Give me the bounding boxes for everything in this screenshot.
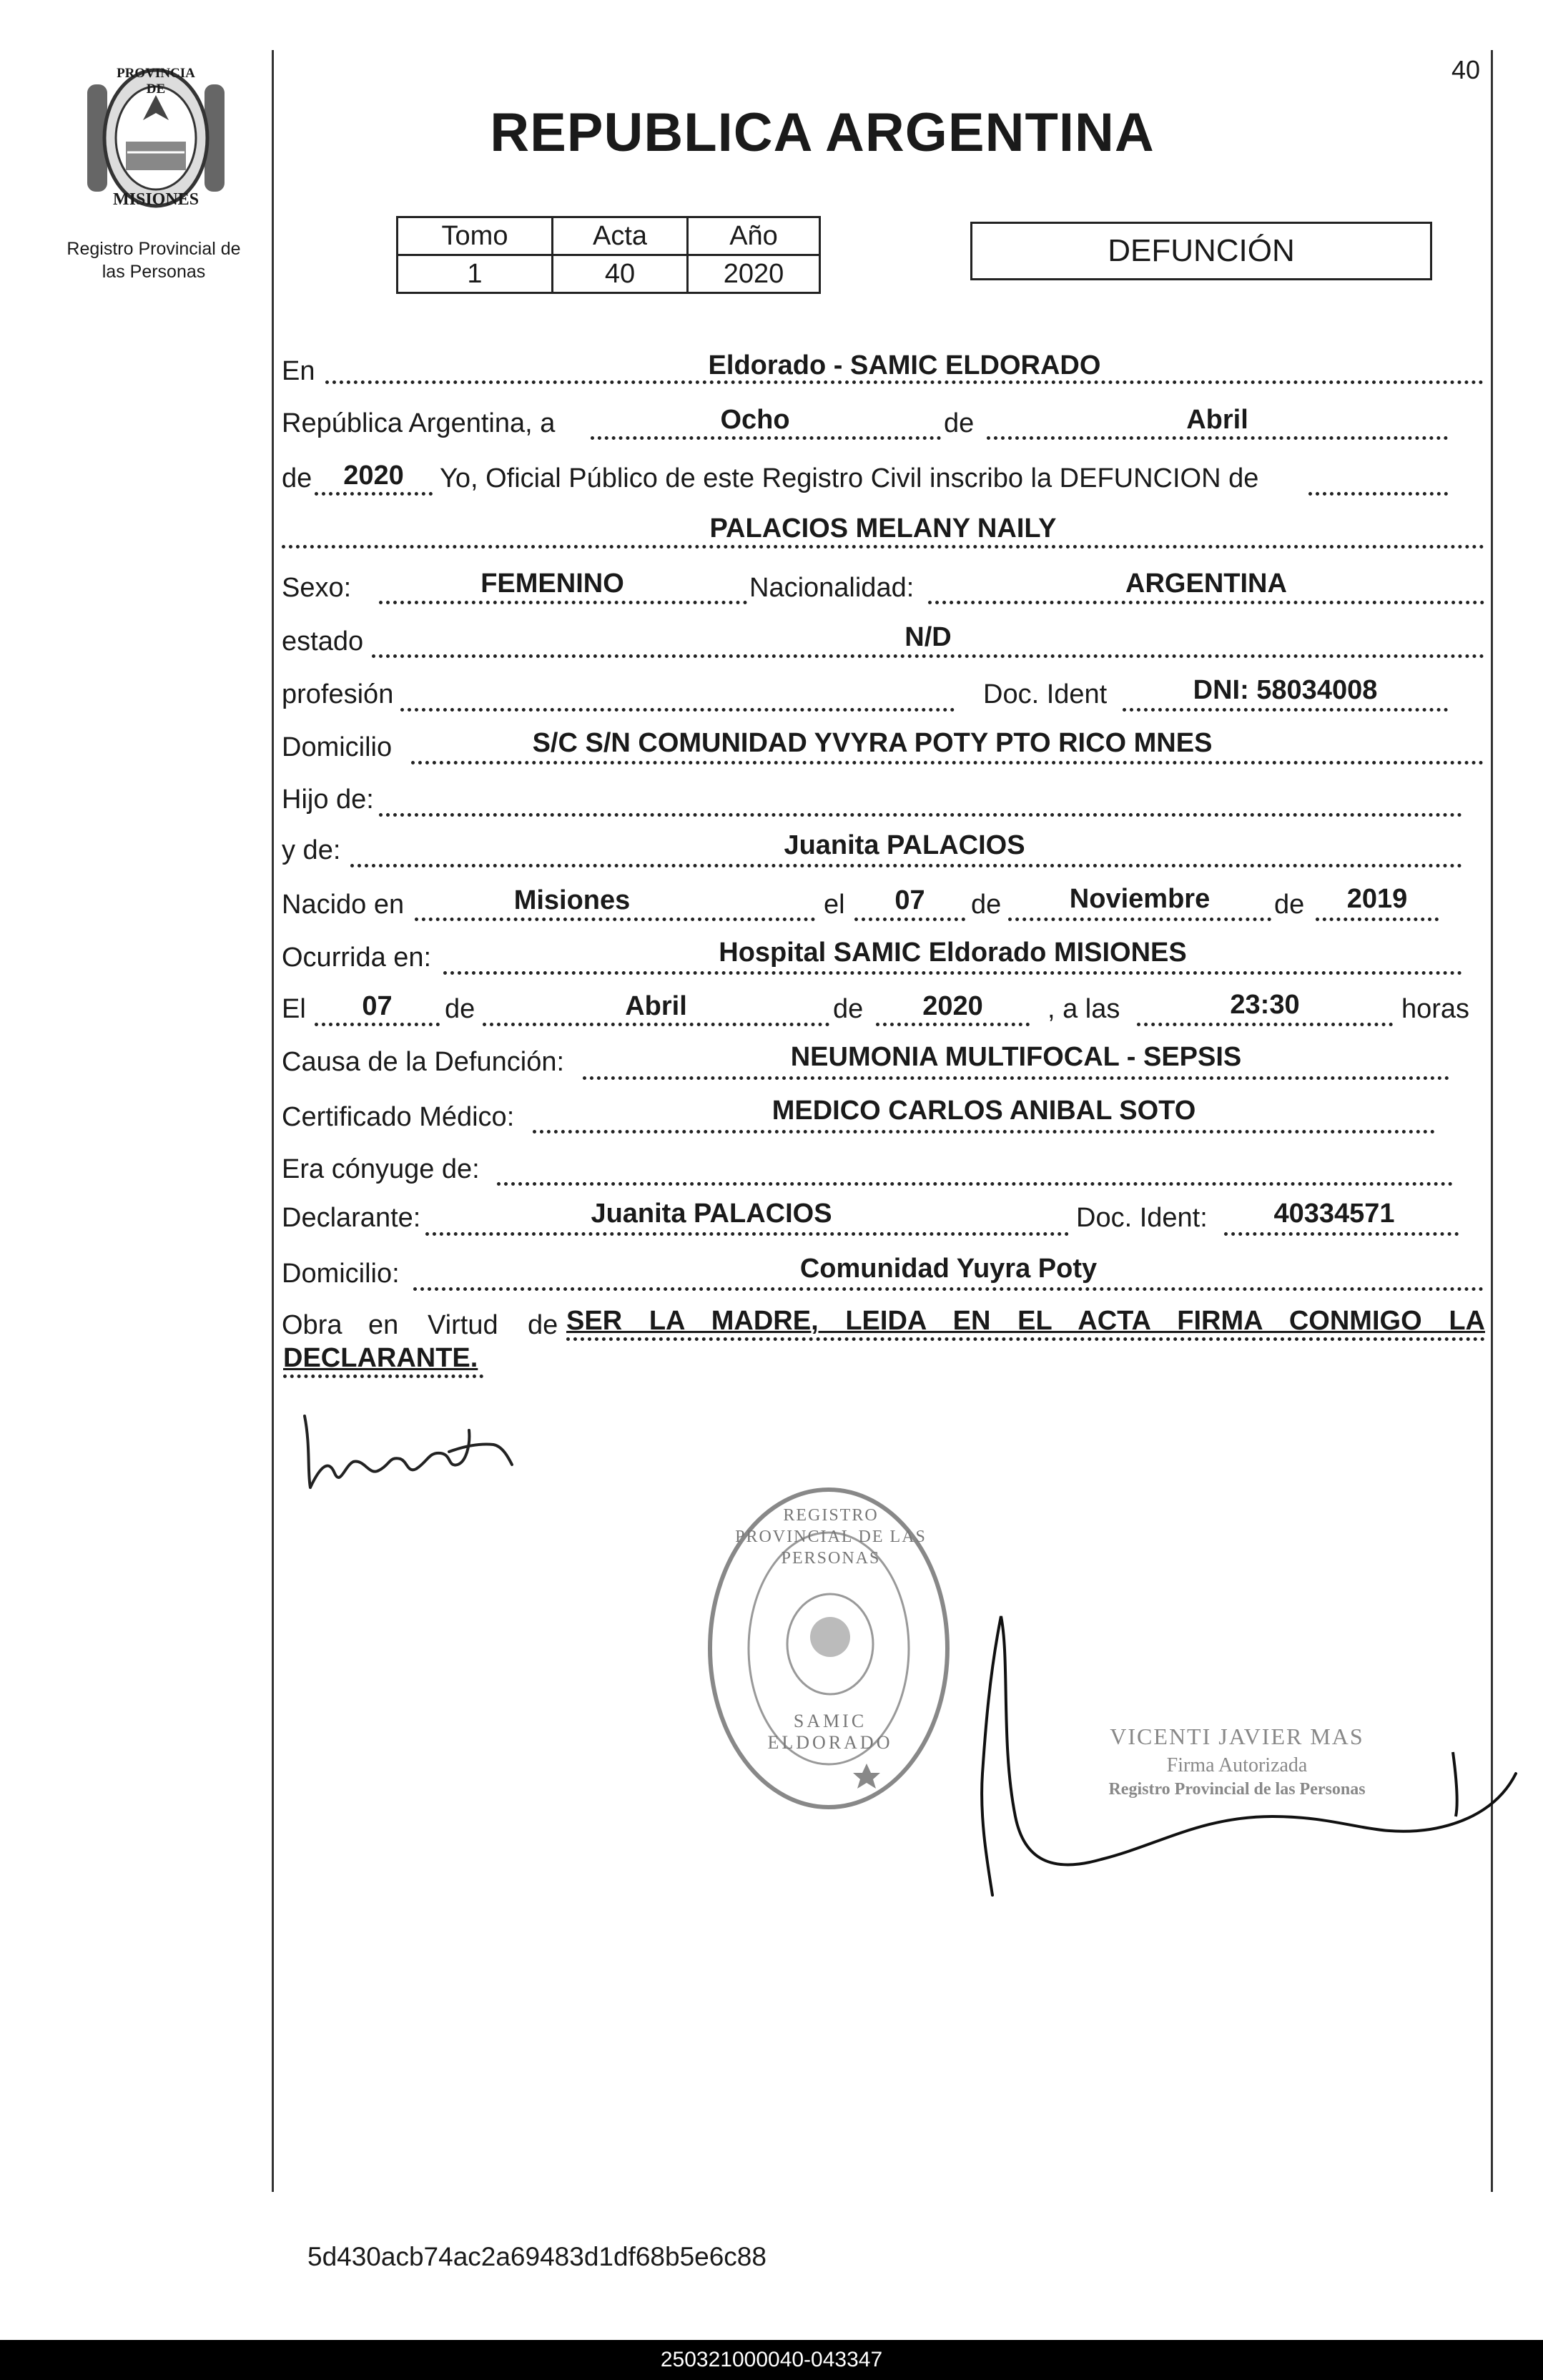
dots-declarante [425,1232,1069,1236]
value-domicilio: S/C S/N COMUNIDAD YVYRA POTY PTO RICO MNES [532,728,1213,758]
value-def-dia: 07 [362,991,393,1021]
dots-domicilio [411,761,1484,764]
page-number: 40 [1451,55,1481,84]
label-profesion: profesión [282,679,394,709]
label-el-cap: El [282,994,306,1024]
registry-stamp [705,1483,952,1814]
dots-def-hora [1137,1023,1393,1026]
dots-nacido-en [415,918,815,921]
label-domicilio-declarante: Domicilio: [282,1259,400,1289]
dots-certificado [533,1130,1435,1134]
label-causa: Causa de la Defunción: [282,1047,565,1077]
logo-caption-line1: Registro Provincial de [66,239,241,259]
stamp-inner-text: SAMIC ELDORADO [767,1711,893,1753]
dots-def-anio [876,1023,1030,1026]
dots-ocurrida-en [443,971,1462,975]
value-def-anio: 2020 [922,991,983,1021]
dots-nacionalidad [928,601,1484,604]
dots-obra-line2 [283,1375,483,1378]
dots-declarante-doc [1224,1232,1459,1236]
dots-nac-dia [854,918,965,921]
label-de-4: de [1274,890,1305,920]
dots-obra-line1 [566,1337,1485,1341]
value-declarante-domicilio: Comunidad Yuyra Poty [799,1254,1098,1284]
label-nacionalidad: Nacionalidad: [749,573,915,603]
label-ocurrida-en: Ocurrida en: [282,943,432,973]
label-obra-de: de [528,1310,558,1340]
dots-hijo-de [379,813,1462,817]
value-estado: N/D [904,622,952,652]
logo-seal-top-text: PROVINCIA DE [117,66,195,97]
value-y-de: Juanita PALACIOS [784,830,1025,860]
label-y-de: y de: [282,835,341,865]
label-de-6: de [833,994,864,1024]
label-doc-ident-declarante: Doc. Ident: [1076,1203,1208,1233]
value-def-hora: 23:30 [1230,990,1300,1020]
value-declarante-doc: 40334571 [1273,1199,1395,1229]
value-declarante: Juanita PALACIOS [591,1199,832,1229]
left-margin-line [272,50,274,2192]
label-nacido-en: Nacido en [282,890,405,920]
value-dni: DNI: 58034008 [1193,675,1378,705]
label-obra: Obra [282,1310,342,1340]
dots-def-mes [483,1023,829,1026]
dots-defuncion-de [1308,492,1448,496]
doc-type-box: DEFUNCIÓN [970,222,1432,280]
value-anio: 2020 [343,461,404,491]
table-header-anio: Año [688,217,820,255]
value-certificado: MEDICO CARLOS ANIBAL SOTO [772,1096,1196,1126]
label-en: En [282,356,315,386]
label-a-las: , a las [1047,994,1120,1024]
dots-mes [987,436,1448,440]
value-obra-line1: SER LA MADRE, LEIDA EN EL ACTA FIRMA CONMIGO LA [566,1306,1485,1336]
label-de-1: de [944,408,975,438]
dots-sexo [379,601,747,604]
value-sexo: FEMENINO [480,569,624,599]
label-hijo-de: Hijo de: [282,785,374,815]
dots-declarante-domicilio [413,1287,1484,1291]
label-certificado: Certificado Médico: [282,1102,515,1132]
value-obra-line2: DECLARANTE. [283,1343,478,1373]
footer-code: 250321000040-043347 [660,2348,883,2371]
label-obra-en: en [368,1310,399,1340]
dots-nac-anio [1316,918,1439,921]
value-nac-mes: Noviembre [1069,884,1211,914]
dots-causa [583,1076,1449,1080]
table-value-acta: 40 [553,255,688,293]
value-causa: NEUMONIA MULTIFOCAL - SEPSIS [790,1042,1242,1072]
label-yo-oficial: Yo, Oficial Público de este Registro Civil inscribo la DEFUNCION de [440,463,1259,493]
value-mes: Abril [1186,405,1248,435]
label-horas: horas [1401,994,1470,1024]
official-stamp-line1: VICENTI JAVIER MAS [1110,1723,1364,1749]
table-header-acta: Acta [553,217,688,255]
official-stamp-line2: Firma Autorizada [1166,1754,1308,1776]
table-value-tomo: 1 [398,255,553,293]
dots-profesion [400,708,955,712]
province-logo [84,63,227,213]
logo-seal-bottom-text: MISIONES [113,190,199,209]
dots-anio [315,492,433,496]
logo-caption-line2: las Personas [102,262,206,282]
table-header-tomo: Tomo [398,217,553,255]
declarant-signature [300,1402,515,1502]
dots-lugar [325,380,1484,384]
stamp-ring-text: REGISTRO PROVINCIAL DE LAS PERSONAS [735,1506,927,1568]
value-nombre: PALACIOS MELANY NAILY [709,513,1057,544]
label-de-3: de [971,890,1002,920]
value-nac-anio: 2019 [1346,884,1408,914]
label-estado: estado [282,626,364,657]
dots-y-de [350,864,1462,867]
dots-dni [1123,708,1448,712]
label-doc-ident: Doc. Ident [983,679,1108,709]
table-value-anio: 2020 [688,255,820,293]
label-republica: República Argentina, a [282,408,556,438]
label-el: el [824,890,845,920]
dots-def-dia [315,1023,440,1026]
value-nacido-en: Misiones [513,885,631,915]
value-ocurrida-en: Hospital SAMIC Eldorado MISIONES [719,938,1187,968]
dots-dia [591,436,941,440]
value-nacionalidad: ARGENTINA [1125,569,1287,599]
label-de-2: de [282,463,312,493]
record-table [396,216,821,294]
label-de-5: de [445,994,475,1024]
logo-caption [43,237,265,283]
document-title: REPUBLICA ARGENTINA [490,102,1155,163]
label-conyuge: Era cónyuge de: [282,1154,480,1184]
official-signature [972,1602,1523,1917]
value-def-mes: Abril [625,991,687,1021]
value-nac-dia: 07 [894,885,925,915]
dots-conyuge [497,1182,1453,1186]
dots-nac-mes [1008,918,1271,921]
value-dia-texto: Ocho [720,405,790,435]
label-obra-virtud: Virtud [428,1310,498,1340]
label-domicilio: Domicilio [282,732,393,762]
official-stamp-line3: Registro Provincial de las Personas [1108,1780,1366,1799]
value-lugar: Eldorado - SAMIC ELDORADO [708,350,1101,380]
dots-estado [372,654,1484,658]
label-sexo: Sexo: [282,573,352,603]
label-declarante: Declarante: [282,1203,421,1233]
document-hash: 5d430acb74ac2a69483d1df68b5e6c88 [307,2242,766,2271]
dots-nombre [282,545,1484,549]
